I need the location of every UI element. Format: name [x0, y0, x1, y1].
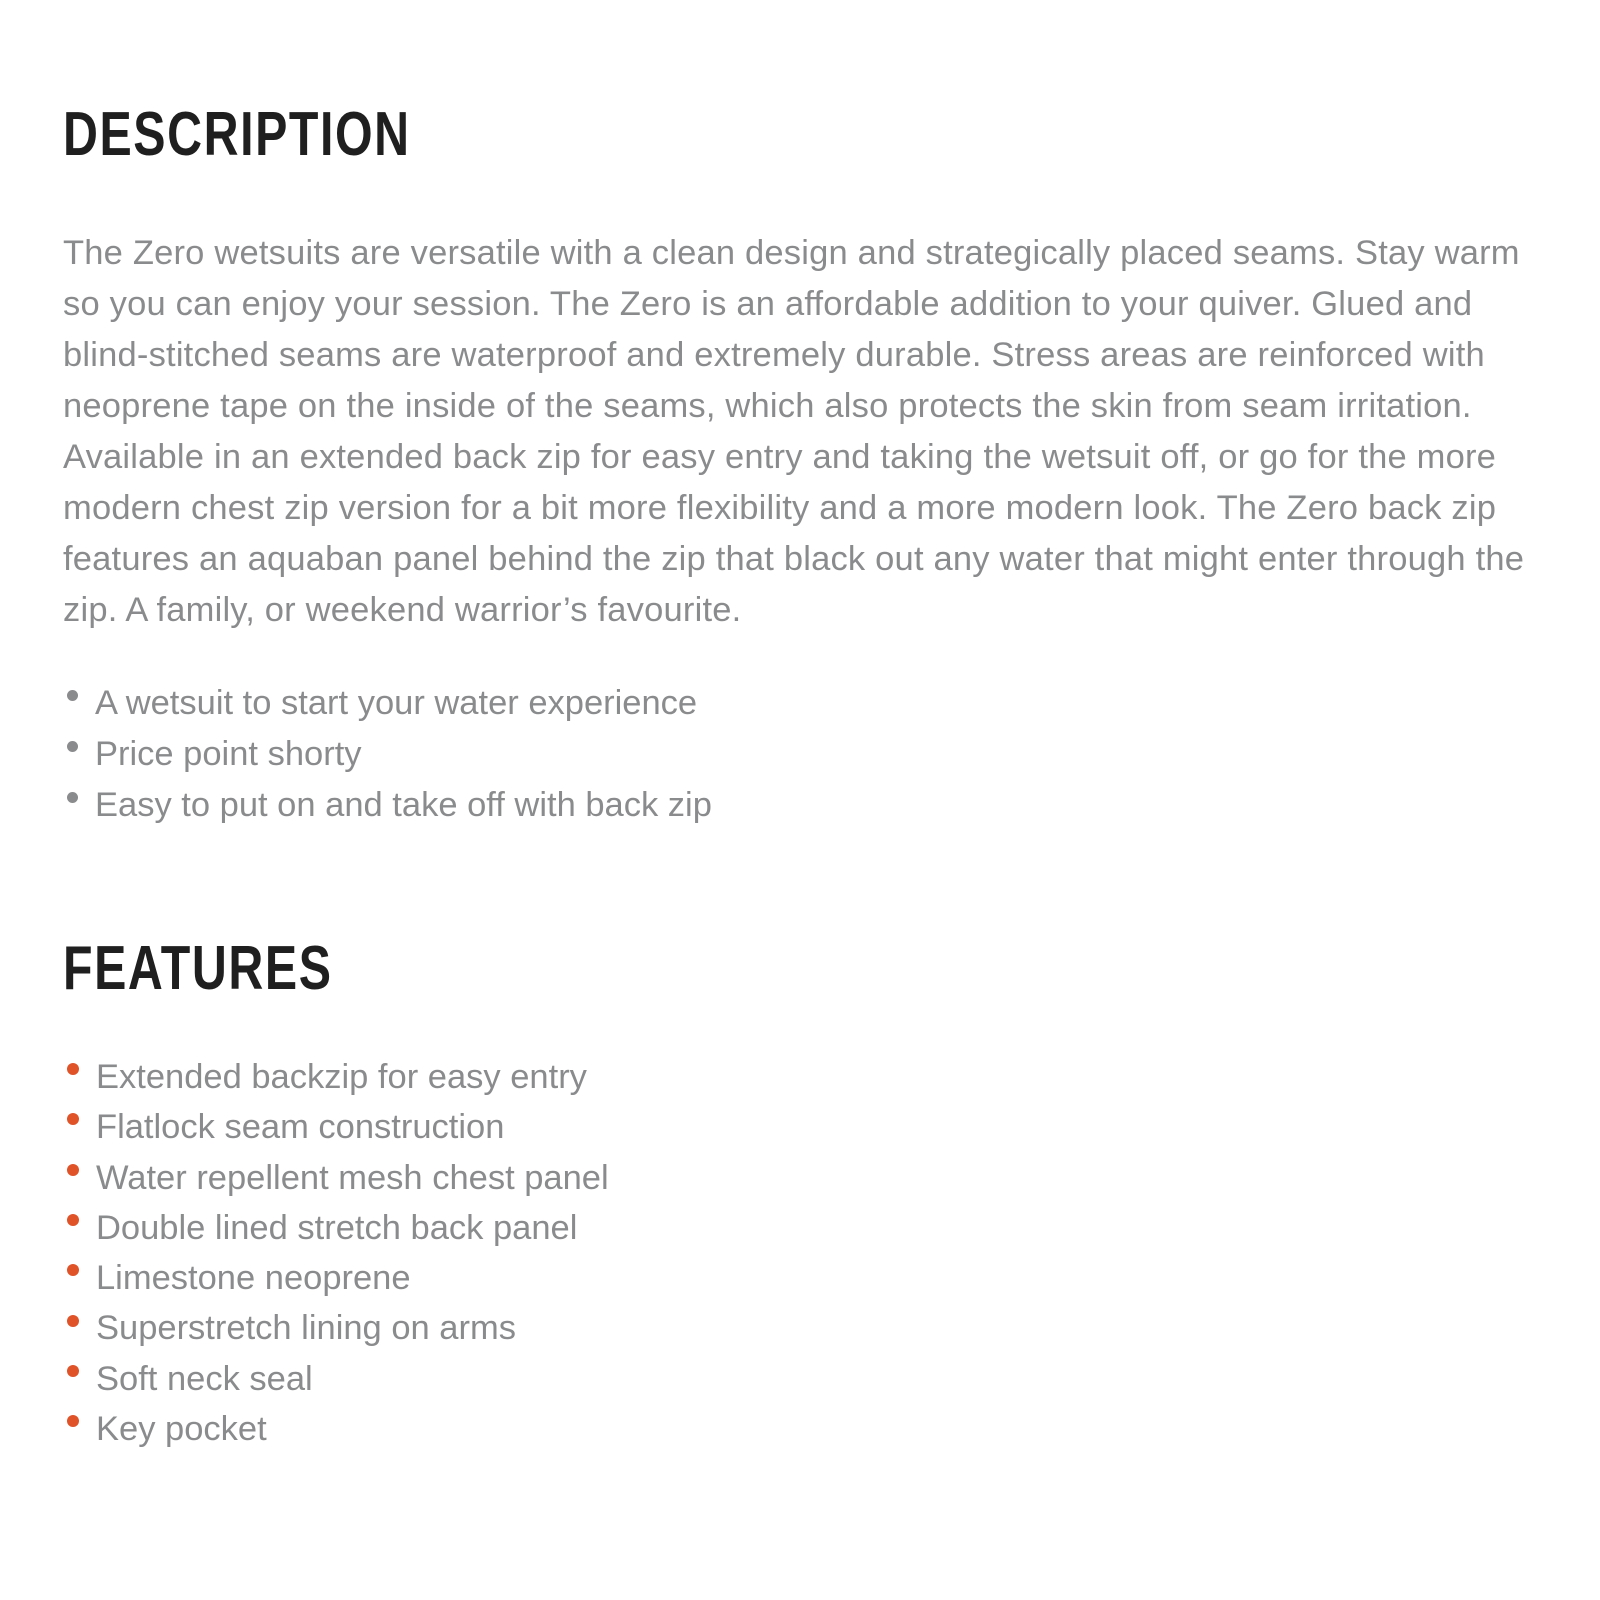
list-item: [63, 678, 1530, 729]
list-item-text: Water repellent mesh chest panel: [96, 1158, 609, 1197]
bullet-icon: [67, 1063, 79, 1075]
list-item-text: A wetsuit to start your water experience: [95, 684, 698, 722]
features-heading: FEATURES: [63, 934, 333, 1003]
bullet-icon: [67, 1164, 79, 1176]
list-item: [63, 1354, 1530, 1404]
bullet-icon: [67, 1365, 79, 1377]
bullet-icon: [67, 1264, 79, 1276]
list-item: [63, 1203, 1530, 1253]
bullet-icon: [67, 690, 78, 701]
list-item-text: Easy to put on and take off with back zip: [95, 786, 712, 824]
list-item-text: Limestone neoprene: [96, 1259, 411, 1298]
list-item: [63, 1253, 1530, 1303]
list-item-text: Soft neck seal: [96, 1359, 313, 1398]
list-item: [63, 1153, 1530, 1203]
list-item: [63, 1102, 1530, 1152]
list-item-text: Flatlock seam construction: [96, 1108, 505, 1147]
list-item: [63, 729, 1530, 780]
list-item-text: Key pocket: [96, 1410, 267, 1449]
list-item-text: Price point shorty: [95, 735, 362, 773]
list-item: [63, 1303, 1530, 1353]
list-item: [63, 1052, 1530, 1102]
features-bullet-list: [63, 1052, 1530, 1454]
bullet-icon: [67, 741, 78, 752]
list-item: [63, 780, 1530, 831]
bullet-icon: [67, 1315, 79, 1327]
bullet-icon: [67, 1113, 79, 1125]
list-item-text: Extended backzip for easy entry: [96, 1058, 587, 1096]
description-bullet-list: [63, 678, 1530, 831]
bullet-icon: [67, 1214, 79, 1226]
description-paragraph: The Zero wetsuits are versatile with a clean design and strategically placed seams. Stay warm so you can enjoy your session. The Zero is an affordable addition to your quiver. Glued and blind-stitched seams are waterproof and extremely durable. Stress areas are reinforced with neoprene tape on the inside of the seams, which also protects the skin from seam irritation. Available in an extended back zip for easy entry and taking the wetsuit off, or go for the more modern chest zip version for a bit more flexibility and a more modern look. The Zero back zip features an aquaban panel behind the zip that black out any water that might enter through the zip. A family, or weekend warrior’s favourite.: [63, 234, 1525, 629]
description-heading: DESCRIPTION: [63, 100, 411, 169]
bullet-icon: [67, 1415, 79, 1427]
list-item-text: Double lined stretch back panel: [96, 1208, 578, 1247]
list-item-text: Superstretch lining on arms: [96, 1309, 516, 1348]
bullet-icon: [67, 792, 78, 803]
list-item: [63, 1404, 1530, 1454]
